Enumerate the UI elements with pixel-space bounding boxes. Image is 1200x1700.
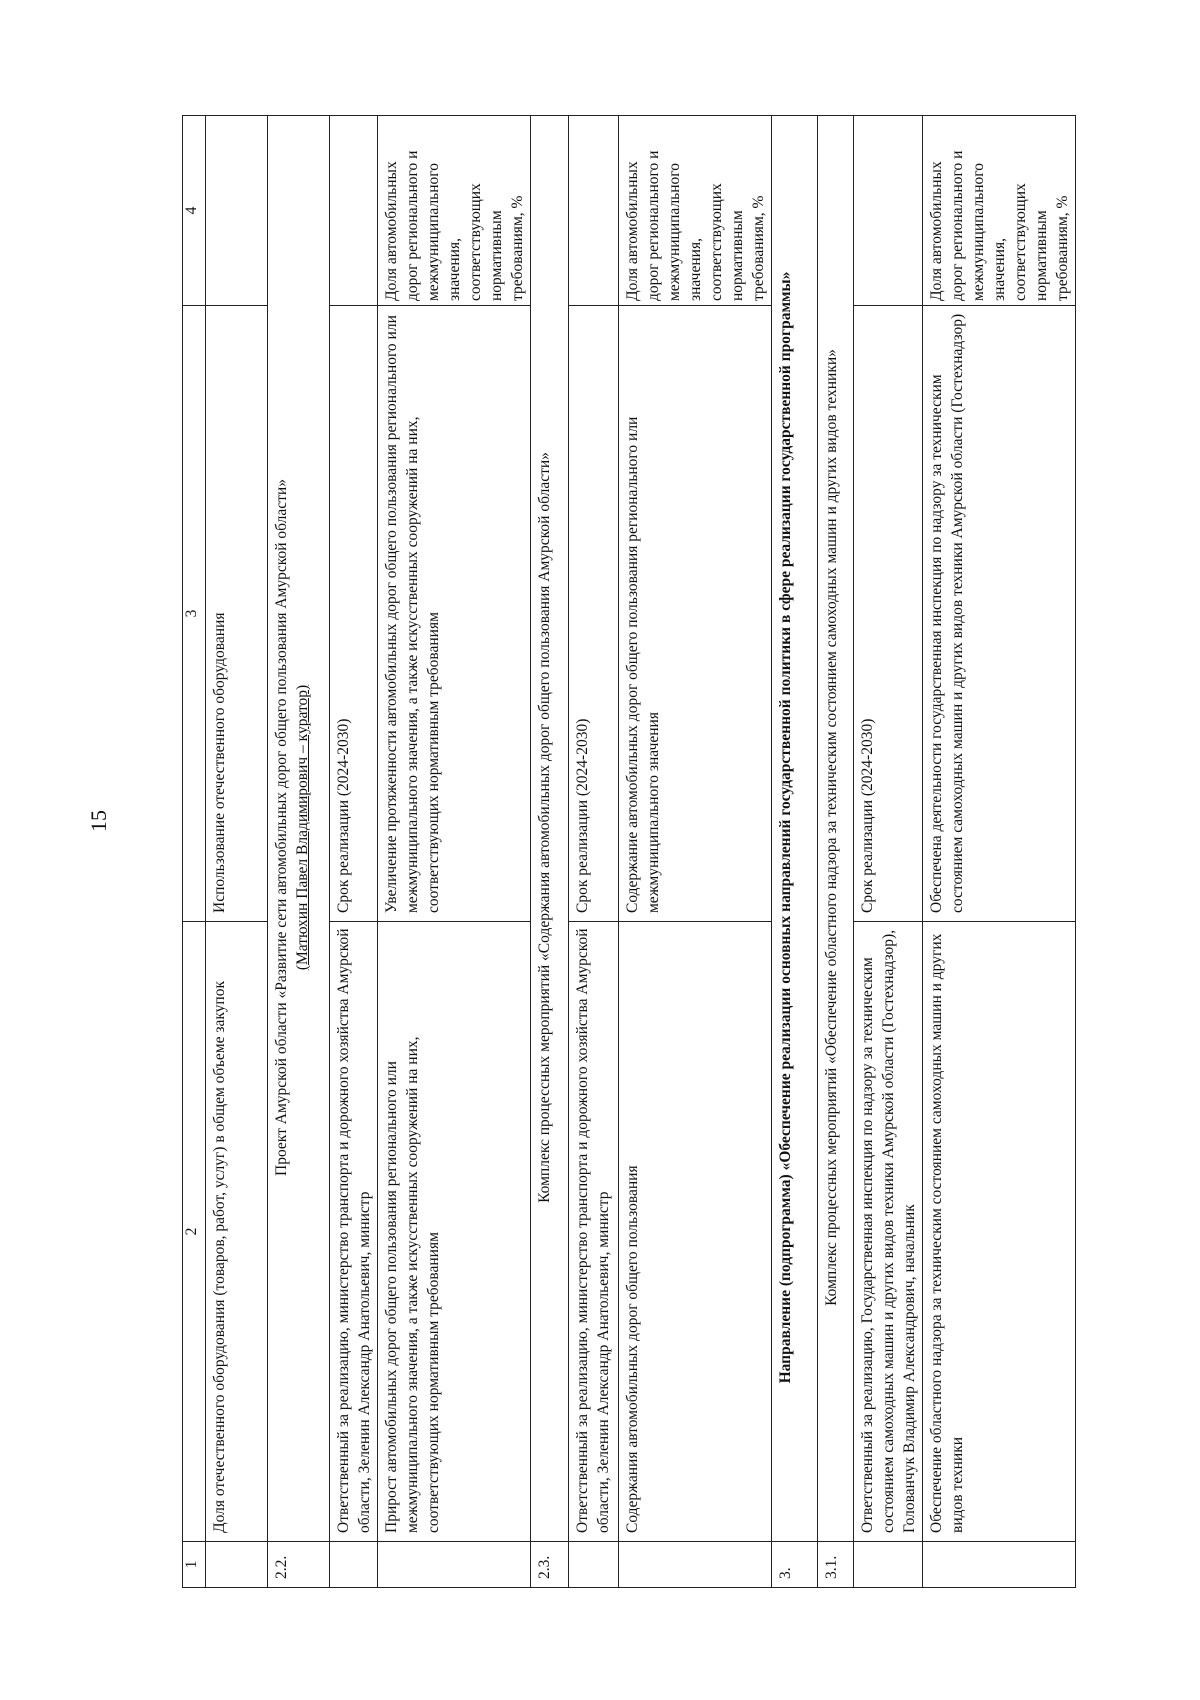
row-number bbox=[569, 1542, 619, 1588]
page-number: 15 bbox=[86, 810, 111, 832]
program-structure-table bbox=[182, 115, 1076, 1588]
indicator-cell: Доля автомобильных дорог регионального и межмуниципального значения, соответствующих нормативным требованиям, % bbox=[378, 116, 531, 306]
header-col-2: 2 bbox=[183, 922, 206, 1542]
indicator-cell bbox=[569, 116, 619, 306]
term-cell: Срок реализации (2024-2030) bbox=[330, 306, 378, 922]
indicator-cell bbox=[206, 116, 268, 306]
task-cell: Доля отечественного оборудования (товаров, работ, услуг) в общем объеме закупок bbox=[206, 922, 268, 1542]
task-cell: Содержания автомобильных дорог общего пользования bbox=[619, 922, 772, 1542]
effect-cell: Содержание автомобильных дорог общего пользования регионального или межмуниципального значения bbox=[619, 306, 772, 922]
row-number bbox=[330, 1542, 378, 1588]
term-cell: Срок реализации (2024-2030) bbox=[854, 306, 923, 922]
header-col-4: 4 bbox=[183, 116, 206, 306]
table-row bbox=[378, 116, 531, 1588]
section-title: Комплекс процессных мероприятий «Обеспечение областного надзора за техническим состоянием самоходных машин и других видов техники» bbox=[818, 116, 854, 1542]
header-col-1: 1 bbox=[183, 1542, 206, 1588]
row-number bbox=[854, 1542, 923, 1588]
effect-cell: Увеличение протяженности автомобильных дорог общего пользования регионального или межмуниципального значения, а также искусственных сооружений на них, соответствующих нормативным требованиям bbox=[378, 306, 531, 922]
section-row-2-3 bbox=[531, 116, 569, 1588]
indicator-cell bbox=[330, 116, 378, 306]
row-number bbox=[923, 1542, 1076, 1588]
section-row-2-2 bbox=[268, 116, 330, 1588]
section-number: 2.2. bbox=[268, 1542, 330, 1588]
effect-cell: Использование отечественного оборудования bbox=[206, 306, 268, 922]
task-cell: Прирост автомобильных дорог общего пользования регионального или межмуниципального значения, а также искусственных сооружений на них, соответствующих нормативным требованиям bbox=[378, 922, 531, 1542]
table-header-row bbox=[183, 116, 206, 1588]
row-number bbox=[206, 1542, 268, 1588]
project-title: Проект Амурской области «Развитие сети автомобильных дорог общего пользования Амурской области» bbox=[273, 479, 290, 1176]
table-row bbox=[569, 116, 619, 1588]
table-row bbox=[923, 116, 1076, 1588]
term-cell: Срок реализации (2024-2030) bbox=[569, 306, 619, 922]
responsible-cell: Ответственный за реализацию, Государственная инспекция по надзору за техническим состоянием самоходных машин и других видов техники Амурской области (Гостехнадзор), Голованчук Владимир Александрович, начальник bbox=[854, 922, 923, 1542]
table-row bbox=[619, 116, 772, 1588]
header-col-3: 3 bbox=[183, 306, 206, 922]
table-row bbox=[330, 116, 378, 1588]
row-number bbox=[619, 1542, 772, 1588]
section-number: 3.1. bbox=[818, 1542, 854, 1588]
indicator-cell bbox=[854, 116, 923, 306]
table-row bbox=[854, 116, 923, 1588]
indicator-cell: Доля автомобильных дорог регионального и межмуниципального значения, соответствующих нормативным требованиям, % bbox=[923, 116, 1076, 306]
section-title: Комплекс процессных мероприятий «Содержания автомобильных дорог общего пользования Амурской области» bbox=[531, 116, 569, 1542]
row-number bbox=[378, 1542, 531, 1588]
rotated-table-container bbox=[182, 116, 1092, 1588]
section-row-3 bbox=[772, 116, 818, 1588]
effect-cell: Обеспечена деятельности государственная инспекция по надзору за техническим состоянием самоходных машин и других видов техники Амурской области (Гостехнадзор) bbox=[923, 306, 1076, 922]
responsible-cell: Ответственный за реализацию, министерство транспорта и дорожного хозяйства Амурской области, Зеленин Александр Анатольевич, министр bbox=[330, 922, 378, 1542]
section-number: 3. bbox=[772, 1542, 818, 1588]
section-number: 2.3. bbox=[531, 1542, 569, 1588]
task-cell: Обеспечение областного надзора за техническим состоянием самоходных машин и других видов техники bbox=[923, 922, 1076, 1542]
responsible-cell: Ответственный за реализацию, министерство транспорта и дорожного хозяйства Амурской области, Зеленин Александр Анатольевич, министр bbox=[569, 922, 619, 1542]
table-row bbox=[206, 116, 268, 1588]
indicator-cell: Доля автомобильных дорог регионального и межмуниципального значения, соответствующих нормативным требованиям, % bbox=[619, 116, 772, 306]
section-title bbox=[268, 116, 330, 1542]
project-curator: (Матюхин Павел Владимирович – куратор) bbox=[294, 684, 311, 971]
section-row-3-1 bbox=[818, 116, 854, 1588]
section-title: Направление (подпрограмма) «Обеспечение реализации основных направлений государственной политики в сфере реализации государственной программы» bbox=[772, 116, 818, 1542]
